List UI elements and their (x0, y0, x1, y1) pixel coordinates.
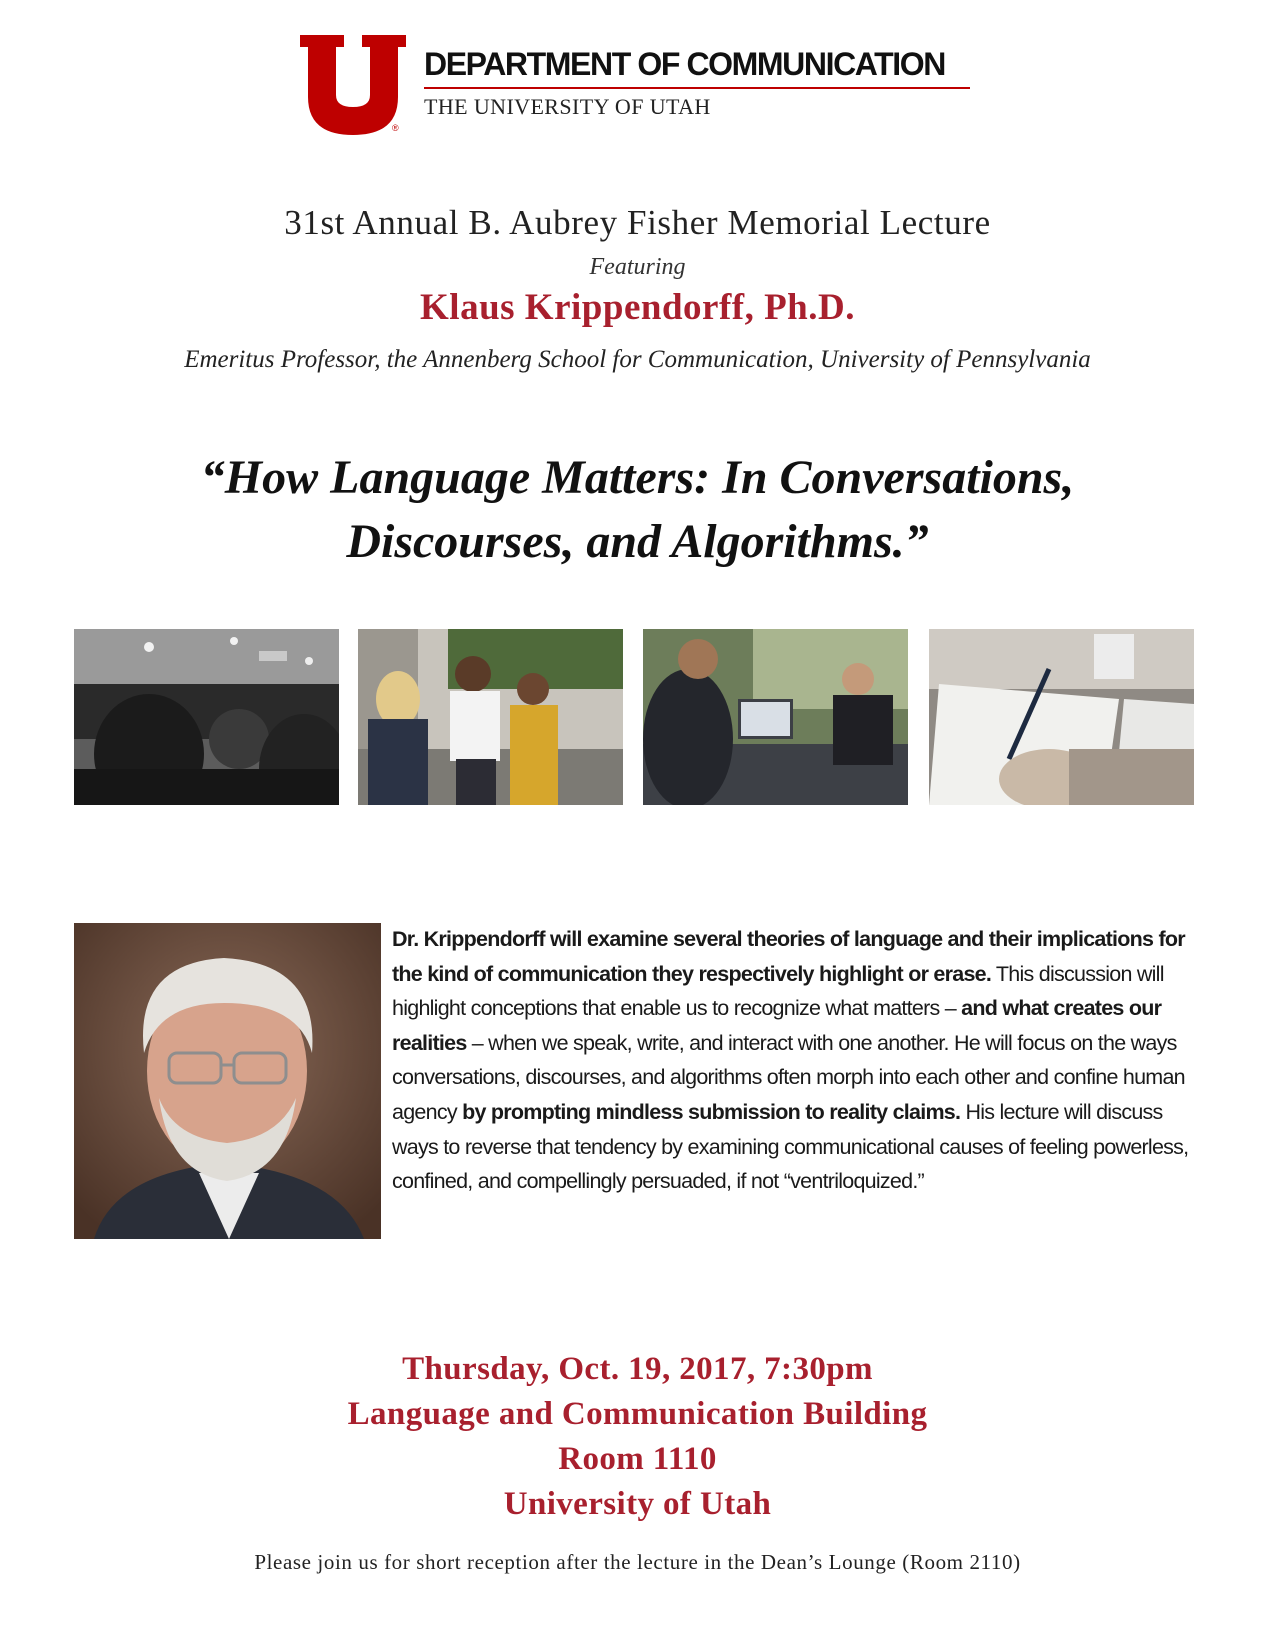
event-university: University of Utah (503, 1486, 772, 1522)
registered-mark: ® (392, 123, 399, 133)
lecture-description (392, 922, 1212, 1199)
event-datetime: Thursday, Oct. 19, 2017, 7:30pm (402, 1351, 873, 1387)
talk-title (0, 446, 1275, 574)
featuring-label: Featuring (589, 254, 686, 280)
speaker-name: Klaus Krippendorff, Ph.D. (420, 287, 855, 328)
event-room: Room 1110 (558, 1441, 717, 1477)
description-bold-5: by prompting mindless submission to reality claims. (462, 1099, 961, 1124)
talk-title-line-2: Discourses, and Algorithms.” (346, 515, 929, 568)
description-text-4: – when we speak, write, and interact with one another. He will focus on the ways conversations, discourses, and algorithms often morph into each other and confine human agency (392, 1030, 1185, 1124)
lecture-hall-photo (74, 629, 339, 805)
writing-notes-photo (929, 629, 1194, 805)
university-u-logo (300, 35, 406, 135)
reception-note: Please join us for short reception after the lecture in the Dean’s Lounge (Room 2110) (254, 1550, 1021, 1574)
description-text-6: His lecture will discuss ways to reverse that tendency by examining communicational causes of feeling powerless, confined, and compellingly persuaded, if not “ventriloquized.” (392, 1099, 1189, 1194)
description-text-2: This discussion will highlight conceptions that enable us to recognize what matters – (392, 961, 1164, 1021)
students-talking-photo (358, 629, 623, 805)
description-bold-1: Dr. Krippendorff will examine several theories of language and their implications for the kind of communication they respectively highlight or erase. (392, 927, 1185, 986)
department-name: DEPARTMENT OF COMMUNICATION (424, 46, 945, 82)
talk-title-line-1: “How Language Matters: In Conversations, (200, 451, 1075, 504)
event-details (0, 1347, 1275, 1527)
lecture-series-title: 31st Annual B. Aubrey Fisher Memorial Lecture (284, 203, 991, 242)
description-bold-3: and what creates our realities (392, 996, 1162, 1055)
speaker-affiliation: Emeritus Professor, the Annenberg School for Communication, University of Pennsylvania (184, 346, 1091, 373)
laptop-meeting-photo (643, 629, 908, 805)
speaker-portrait-photo (74, 923, 381, 1239)
university-name: THE UNIVERSITY OF UTAH (424, 94, 711, 119)
header-divider (424, 87, 970, 89)
event-building: Language and Communication Building (347, 1396, 928, 1432)
